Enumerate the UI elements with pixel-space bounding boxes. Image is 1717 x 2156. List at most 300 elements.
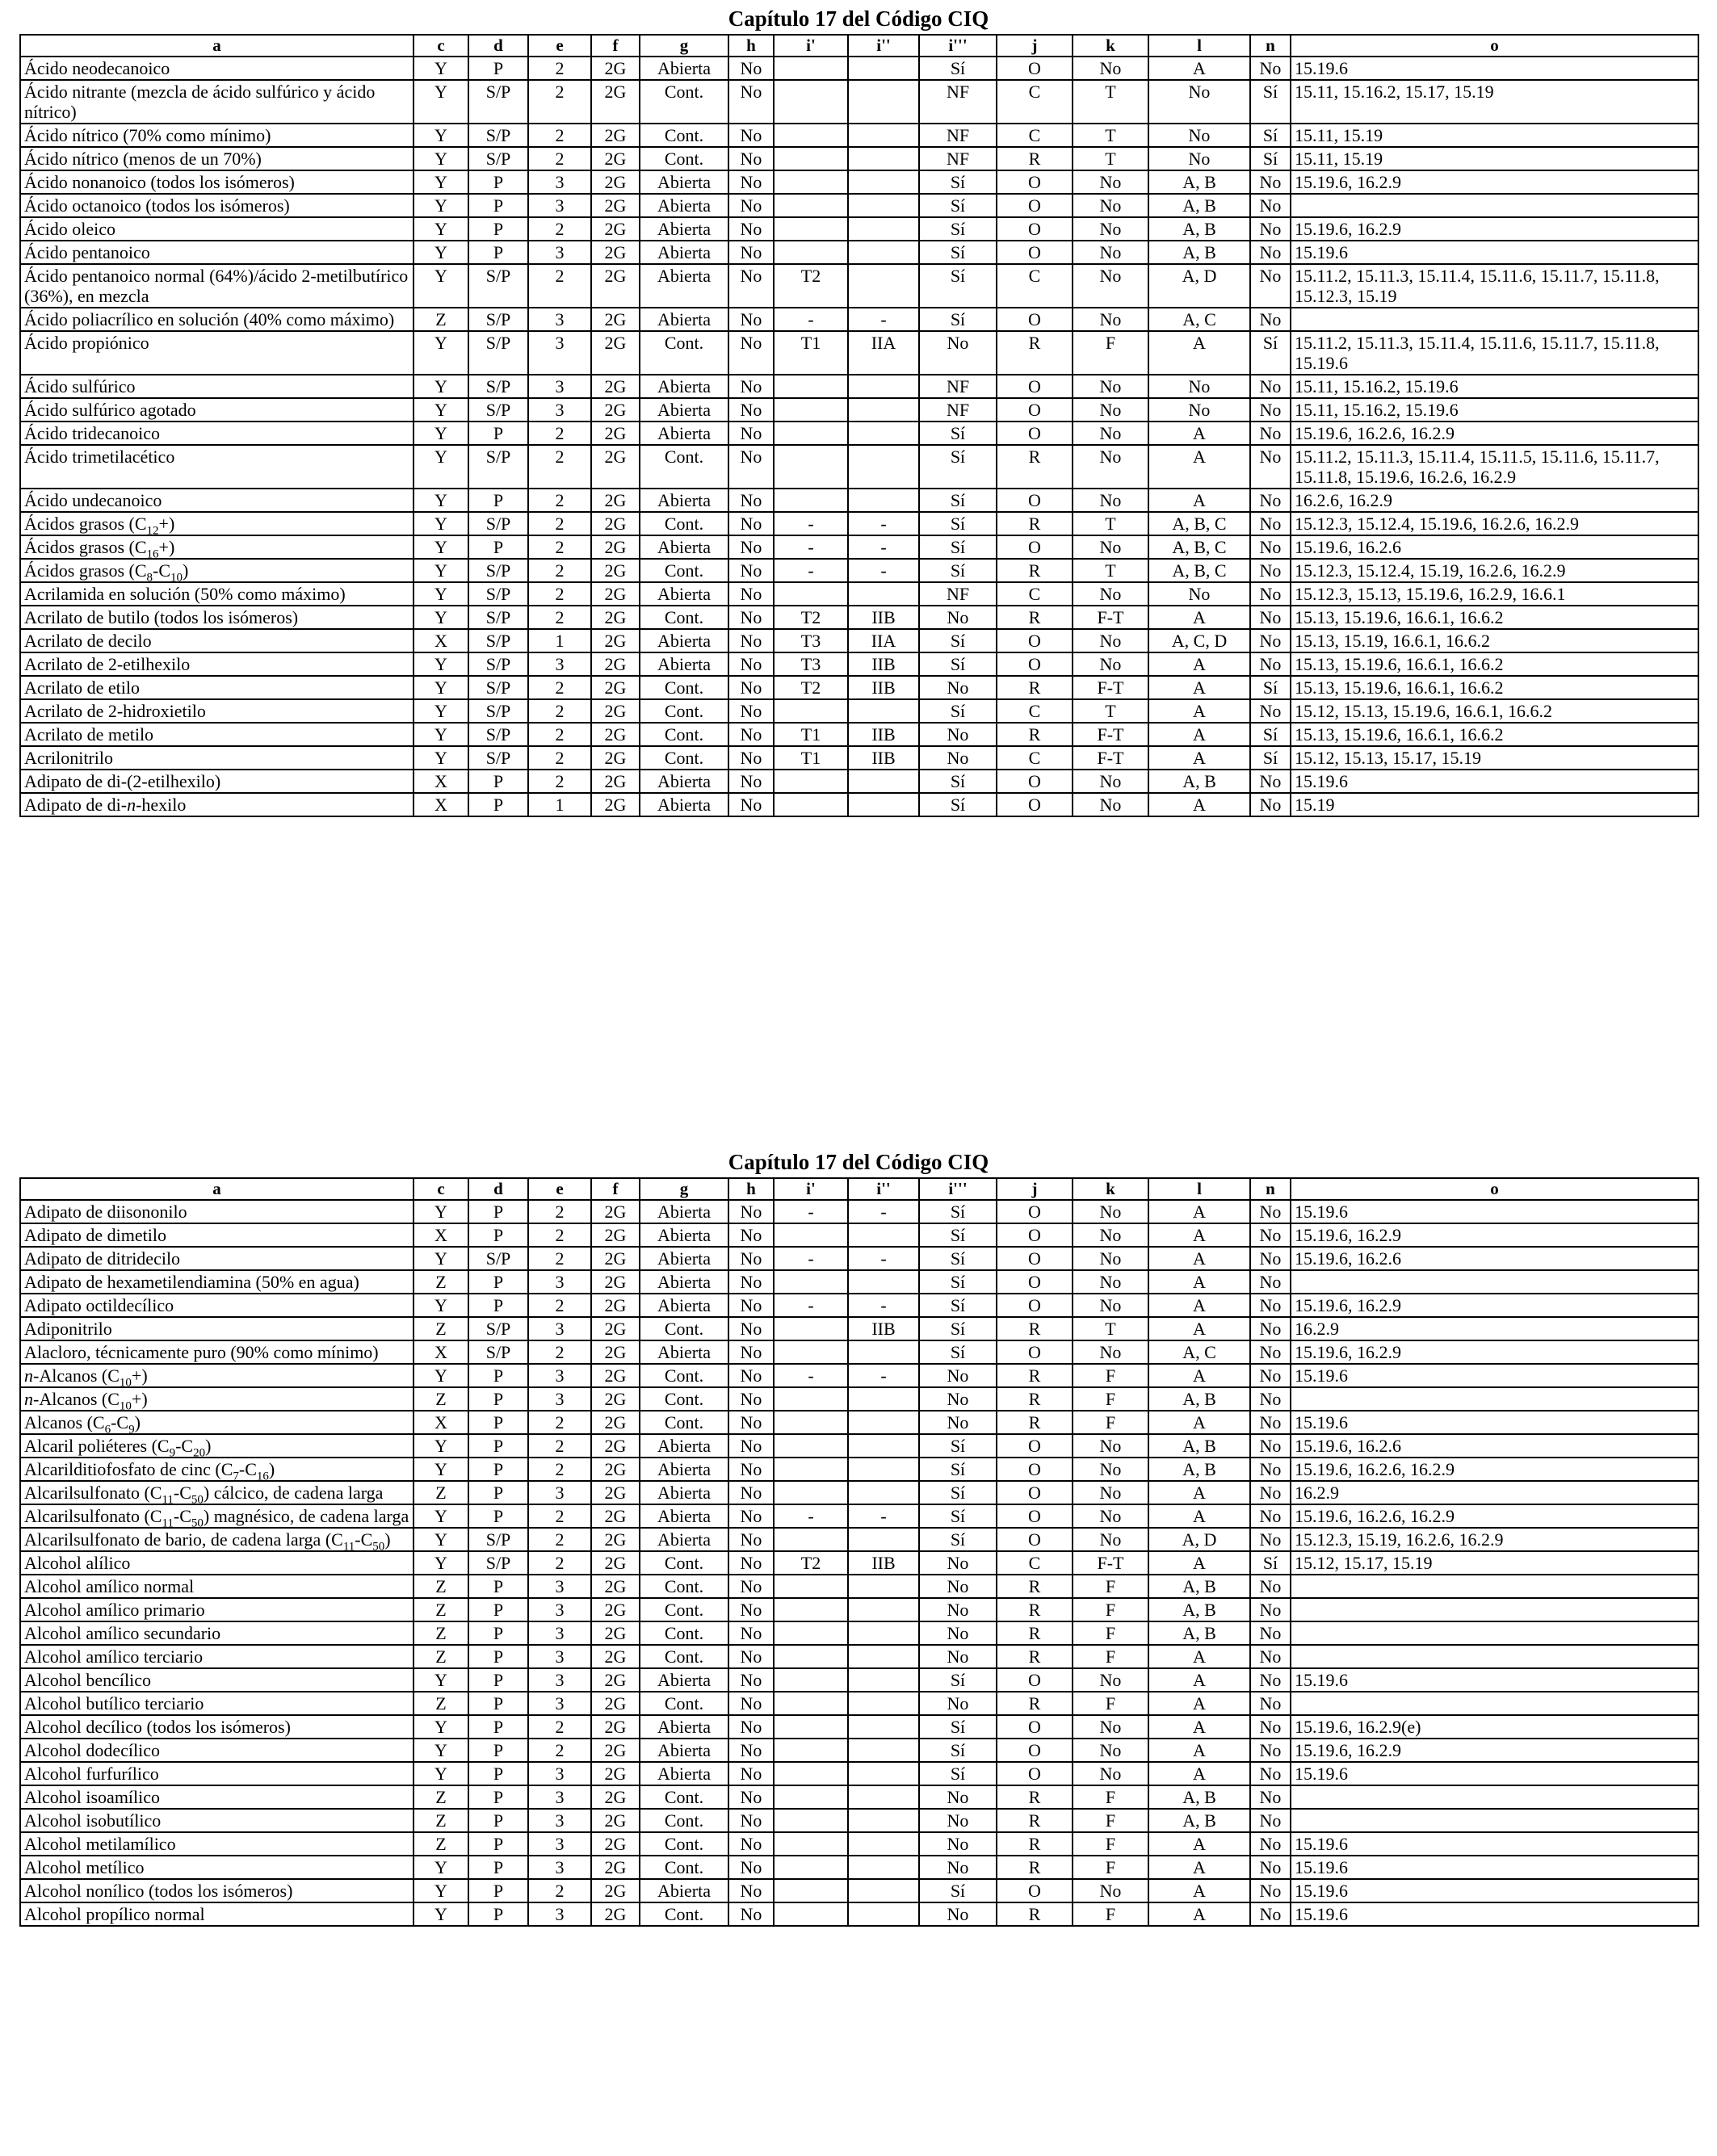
value-cell-ip [774,1832,848,1856]
references-cell: 16.2.9 [1291,1317,1698,1340]
table-row [20,445,1698,489]
product-name-cell: Ácido oleico [20,217,414,241]
value-cell-j: C [997,1551,1073,1575]
value-cell-k: No [1073,1247,1148,1270]
value-cell-g: Cont. [640,1317,728,1340]
value-cell-e: 3 [528,1575,591,1598]
references-cell: 15.19.6, 16.2.9 [1291,1223,1698,1247]
value-cell-g: Cont. [640,559,728,582]
table-row [20,1504,1698,1528]
value-cell-f: 2G [591,1762,640,1785]
value-cell-ippp: NF [919,398,997,422]
value-cell-g: Abierta [640,375,728,398]
value-cell-ip [774,1387,848,1411]
value-cell-ip [774,1692,848,1715]
value-cell-ippp: No [919,1551,997,1575]
value-cell-ippp: No [919,676,997,699]
value-cell-h: No [728,1504,774,1528]
references-cell: 15.11.2, 15.11.3, 15.11.4, 15.11.5, 15.11.6, 15.11.7, 15.11.8, 15.19.6, 16.2.6, 16.2.9 [1291,445,1698,489]
value-cell-n: No [1250,1879,1291,1902]
column-header: a [20,35,414,57]
value-cell-e: 2 [528,422,591,445]
product-name-cell: Alcohol bencílico [20,1668,414,1692]
value-cell-ippp: No [919,1387,997,1411]
value-cell-g: Abierta [640,1504,728,1528]
value-cell-ipp: - [848,559,919,582]
value-cell-ipp [848,1528,919,1551]
value-cell-l: A [1148,1411,1250,1434]
value-cell-j: O [997,1340,1073,1364]
value-cell-f: 2G [591,1575,640,1598]
value-cell-k: No [1073,264,1148,308]
value-cell-ip [774,57,848,80]
value-cell-j: R [997,676,1073,699]
table-row [20,1270,1698,1294]
value-cell-n: No [1250,1340,1291,1364]
value-cell-j: R [997,723,1073,746]
value-cell-j: O [997,793,1073,816]
value-cell-g: Cont. [640,1598,728,1621]
value-cell-ipp: IIB [848,652,919,676]
value-cell-c: Y [414,1715,468,1739]
value-cell-h: No [728,1434,774,1458]
value-cell-f: 2G [591,512,640,535]
references-cell: 15.11, 15.16.2, 15.19.6 [1291,375,1698,398]
value-cell-ip [774,1317,848,1340]
value-cell-k: F [1073,1575,1148,1598]
value-cell-f: 2G [591,1528,640,1551]
value-cell-c: Y [414,1551,468,1575]
value-cell-f: 2G [591,676,640,699]
value-cell-g: Cont. [640,699,728,723]
value-cell-ip: T1 [774,746,848,770]
value-cell-n: No [1250,1809,1291,1832]
value-cell-f: 2G [591,629,640,652]
value-cell-k: No [1073,170,1148,194]
value-cell-l: No [1148,398,1250,422]
references-cell: 15.12.3, 15.12.4, 15.19.6, 16.2.6, 16.2.9 [1291,512,1698,535]
references-cell: 15.13, 15.19, 16.6.1, 16.6.2 [1291,629,1698,652]
value-cell-ipp: IIB [848,606,919,629]
value-cell-d: S/P [468,652,528,676]
value-cell-f: 2G [591,489,640,512]
value-cell-l: A [1148,1270,1250,1294]
value-cell-j: O [997,1458,1073,1481]
value-cell-f: 2G [591,1739,640,1762]
value-cell-e: 2 [528,217,591,241]
value-cell-d: S/P [468,559,528,582]
value-cell-ipp [848,375,919,398]
value-cell-f: 2G [591,241,640,264]
value-cell-c: Y [414,331,468,375]
value-cell-f: 2G [591,1364,640,1387]
value-cell-ippp: Sí [919,194,997,217]
value-cell-c: Y [414,375,468,398]
table-row [20,1832,1698,1856]
value-cell-g: Cont. [640,1621,728,1645]
value-cell-k: No [1073,629,1148,652]
value-cell-f: 2G [591,1481,640,1504]
product-name-cell: Alcohol amílico normal [20,1575,414,1598]
value-cell-c: X [414,1223,468,1247]
value-cell-ippp: No [919,606,997,629]
value-cell-k: F [1073,1902,1148,1926]
references-cell: 15.19.6 [1291,241,1698,264]
value-cell-ip [774,582,848,606]
value-cell-c: Y [414,1247,468,1270]
value-cell-k: No [1073,1528,1148,1551]
value-cell-l: A, B [1148,241,1250,264]
product-name-cell: Alcohol dodecílico [20,1739,414,1762]
value-cell-k: No [1073,535,1148,559]
value-cell-ippp: No [919,1645,997,1668]
value-cell-c: Y [414,582,468,606]
table-row [20,1551,1698,1575]
value-cell-d: S/P [468,629,528,652]
value-cell-g: Abierta [640,770,728,793]
value-cell-e: 3 [528,1668,591,1692]
column-header: d [468,35,528,57]
value-cell-e: 3 [528,375,591,398]
value-cell-c: X [414,629,468,652]
references-cell [1291,308,1698,331]
value-cell-j: O [997,535,1073,559]
value-cell-k: No [1073,1715,1148,1739]
table-row [20,57,1698,80]
value-cell-k: No [1073,1223,1148,1247]
value-cell-c: Y [414,489,468,512]
value-cell-ip: - [774,1504,848,1528]
references-cell: 15.12, 15.13, 15.19.6, 16.6.1, 16.6.2 [1291,699,1698,723]
references-cell: 15.11, 15.19 [1291,124,1698,147]
value-cell-j: O [997,241,1073,264]
references-cell: 15.11, 15.16.2, 15.19.6 [1291,398,1698,422]
value-cell-f: 2G [591,582,640,606]
value-cell-ip: - [774,535,848,559]
value-cell-c: Z [414,1809,468,1832]
value-cell-ip [774,793,848,816]
value-cell-ippp: Sí [919,445,997,489]
value-cell-ip: - [774,1247,848,1270]
value-cell-k: No [1073,1481,1148,1504]
column-header: e [528,35,591,57]
references-cell [1291,1692,1698,1715]
product-name-cell: Alcanos $(C_6-C_9)$ [20,1411,414,1434]
value-cell-ippp: Sí [919,308,997,331]
value-cell-l: A, C, D [1148,629,1250,652]
value-cell-k: F-T [1073,676,1148,699]
value-cell-k: No [1073,1762,1148,1785]
value-cell-f: 2G [591,1879,640,1902]
value-cell-f: 2G [591,1387,640,1411]
references-cell: 15.19.6, 16.2.9 [1291,1739,1698,1762]
value-cell-l: A, B [1148,1458,1250,1481]
product-name-cell: Ácido pentanoico normal (64%)/ácido 2-metilbutírico (36%), en mezcla [20,264,414,308]
value-cell-ip: - [774,1200,848,1223]
value-cell-ippp: Sí [919,1223,997,1247]
value-cell-j: O [997,194,1073,217]
references-cell: 15.19.6 [1291,1411,1698,1434]
value-cell-l: A [1148,746,1250,770]
value-cell-c: Y [414,1739,468,1762]
page-title: Capítulo 17 del Código CIQ [728,1150,989,1174]
value-cell-f: 2G [591,1411,640,1434]
value-cell-f: 2G [591,606,640,629]
product-name-cell: Alcohol isoamílico [20,1785,414,1809]
value-cell-c: Y [414,746,468,770]
value-cell-j: C [997,582,1073,606]
value-cell-n: No [1250,1294,1291,1317]
value-cell-g: Cont. [640,1809,728,1832]
column-header: f [591,1178,640,1200]
value-cell-j: R [997,1645,1073,1668]
value-cell-k: T [1073,124,1148,147]
value-cell-f: 2G [591,1200,640,1223]
table-row [20,1856,1698,1879]
product-name-cell: Acrilato de butilo (todos los isómeros) [20,606,414,629]
references-cell: 15.19.6, 16.2.6, 16.2.9 [1291,422,1698,445]
value-cell-ipp: IIB [848,676,919,699]
table-row [20,1411,1698,1434]
value-cell-c: Z [414,1598,468,1621]
value-cell-c: Y [414,652,468,676]
table-row [20,652,1698,676]
product-name-cell: Ácido pentanoico [20,241,414,264]
value-cell-g: Abierta [640,241,728,264]
value-cell-g: Cont. [640,746,728,770]
value-cell-c: Y [414,124,468,147]
references-cell: 15.19.6 [1291,1668,1698,1692]
product-name-cell: Adipato octildecílico [20,1294,414,1317]
value-cell-ippp: No [919,1575,997,1598]
value-cell-e: 3 [528,1785,591,1809]
value-cell-e: 3 [528,1645,591,1668]
value-cell-f: 2G [591,1340,640,1364]
value-cell-c: Y [414,1200,468,1223]
value-cell-d: P [468,422,528,445]
value-cell-d: P [468,57,528,80]
value-cell-k: F-T [1073,606,1148,629]
value-cell-n: No [1250,308,1291,331]
value-cell-n: No [1250,1223,1291,1247]
value-cell-n: Sí [1250,147,1291,170]
value-cell-ip: T3 [774,652,848,676]
value-cell-c: Z [414,1270,468,1294]
value-cell-ippp: NF [919,582,997,606]
value-cell-d: S/P [468,606,528,629]
value-cell-f: 2G [591,308,640,331]
product-name-cell: Ácido tridecanoico [20,422,414,445]
table-body [20,57,1698,816]
value-cell-h: No [728,1575,774,1598]
product-name-cell: Alcohol isobutílico [20,1809,414,1832]
value-cell-f: 2G [591,1645,640,1668]
value-cell-ippp: Sí [919,217,997,241]
value-cell-j: R [997,1575,1073,1598]
value-cell-k: F [1073,1809,1148,1832]
value-cell-d: S/P [468,699,528,723]
value-cell-g: Abierta [640,793,728,816]
value-cell-j: O [997,1715,1073,1739]
value-cell-c: Z [414,1785,468,1809]
value-cell-e: 2 [528,264,591,308]
value-cell-ip: T3 [774,629,848,652]
value-cell-ippp: Sí [919,1668,997,1692]
value-cell-ip: T2 [774,676,848,699]
value-cell-n: No [1250,241,1291,264]
table-row [20,264,1698,308]
value-cell-h: No [728,770,774,793]
value-cell-e: 2 [528,746,591,770]
value-cell-ipp [848,194,919,217]
value-cell-ippp: Sí [919,489,997,512]
value-cell-f: 2G [591,80,640,124]
references-cell: 15.13, 15.19.6, 16.6.1, 16.6.2 [1291,606,1698,629]
table-row [20,1668,1698,1692]
value-cell-k: T [1073,80,1148,124]
value-cell-j: O [997,398,1073,422]
value-cell-k: No [1073,217,1148,241]
table-row [20,1785,1698,1809]
value-cell-k: T [1073,699,1148,723]
value-cell-ippp: Sí [919,1715,997,1739]
table-row [20,1340,1698,1364]
value-cell-f: 2G [591,1270,640,1294]
value-cell-ipp [848,1785,919,1809]
value-cell-h: No [728,398,774,422]
value-cell-ipp [848,1411,919,1434]
value-cell-h: No [728,676,774,699]
product-name-cell: Acrilato de etilo [20,676,414,699]
product-name-cell: Alacloro, técnicamente puro (90% como mínimo) [20,1340,414,1364]
value-cell-ippp: No [919,1809,997,1832]
value-cell-ippp: No [919,331,997,375]
value-cell-ip [774,489,848,512]
value-cell-e: 2 [528,1434,591,1458]
value-cell-g: Abierta [640,1340,728,1364]
table-row [20,1715,1698,1739]
value-cell-d: P [468,1739,528,1762]
value-cell-c: Y [414,147,468,170]
value-cell-f: 2G [591,699,640,723]
value-cell-ip [774,1715,848,1739]
value-cell-e: 2 [528,582,591,606]
value-cell-f: 2G [591,1809,640,1832]
value-cell-f: 2G [591,1832,640,1856]
value-cell-h: No [728,1481,774,1504]
value-cell-e: 2 [528,489,591,512]
value-cell-j: O [997,170,1073,194]
value-cell-h: No [728,1832,774,1856]
value-cell-k: T [1073,1317,1148,1340]
value-cell-ipp [848,422,919,445]
value-cell-ipp [848,398,919,422]
value-cell-g: Abierta [640,1458,728,1481]
value-cell-l: A, B [1148,194,1250,217]
value-cell-l: A [1148,793,1250,816]
table-body [20,1200,1698,1926]
value-cell-ipp [848,170,919,194]
value-cell-l: A [1148,1856,1250,1879]
value-cell-d: P [468,1856,528,1879]
table-row [20,241,1698,264]
value-cell-f: 2G [591,770,640,793]
table-row [20,1692,1698,1715]
value-cell-e: 2 [528,445,591,489]
value-cell-f: 2G [591,1598,640,1621]
value-cell-l: No [1148,124,1250,147]
value-cell-ipp [848,124,919,147]
value-cell-n: No [1250,1200,1291,1223]
table-row [20,512,1698,535]
product-name-cell: Alcohol amílico primario [20,1598,414,1621]
product-name-cell: Ácido octanoico (todos los isómeros) [20,194,414,217]
value-cell-ippp: No [919,1832,997,1856]
value-cell-n: No [1250,1692,1291,1715]
value-cell-k: F [1073,1621,1148,1645]
value-cell-k: No [1073,1504,1148,1528]
column-header: c [414,1178,468,1200]
value-cell-g: Abierta [640,308,728,331]
references-cell: 15.11, 15.19 [1291,147,1698,170]
value-cell-e: 3 [528,1832,591,1856]
value-cell-d: P [468,1387,528,1411]
value-cell-d: P [468,1458,528,1481]
column-header: n [1250,35,1291,57]
value-cell-h: No [728,1739,774,1762]
value-cell-n: No [1250,606,1291,629]
value-cell-l: A, B, C [1148,559,1250,582]
value-cell-k: No [1073,1739,1148,1762]
value-cell-ipp: IIA [848,331,919,375]
table-row [20,1809,1698,1832]
value-cell-g: Abierta [640,57,728,80]
value-cell-d: P [468,1621,528,1645]
column-header: a [20,1178,414,1200]
value-cell-h: No [728,1879,774,1902]
product-name-cell: Acrilonitrilo [20,746,414,770]
value-cell-d: P [468,535,528,559]
table-row [20,629,1698,652]
product-name-cell: Ácidos grasos $(C_{12}+)$ [20,512,414,535]
value-cell-j: O [997,1504,1073,1528]
value-cell-c: X [414,793,468,816]
value-cell-l: A [1148,57,1250,80]
product-name-cell: Adipato de di-n-hexilo [20,793,414,816]
value-cell-l: A [1148,1364,1250,1387]
table-block-2 [19,1150,1698,1927]
value-cell-k: T [1073,559,1148,582]
value-cell-l: A [1148,1294,1250,1317]
value-cell-d: S/P [468,124,528,147]
value-cell-ipp: - [848,1247,919,1270]
column-header: h [728,1178,774,1200]
value-cell-ippp: Sí [919,770,997,793]
table-row [20,124,1698,147]
value-cell-g: Abierta [640,1247,728,1270]
value-cell-k: No [1073,489,1148,512]
value-cell-ippp: No [919,1411,997,1434]
product-name-cell: Alcohol amílico terciario [20,1645,414,1668]
value-cell-n: Sí [1250,723,1291,746]
value-cell-h: No [728,1785,774,1809]
value-cell-e: 3 [528,652,591,676]
value-cell-d: P [468,1715,528,1739]
value-cell-j: O [997,217,1073,241]
value-cell-ippp: NF [919,80,997,124]
value-cell-f: 2G [591,793,640,816]
value-cell-g: Abierta [640,1762,728,1785]
